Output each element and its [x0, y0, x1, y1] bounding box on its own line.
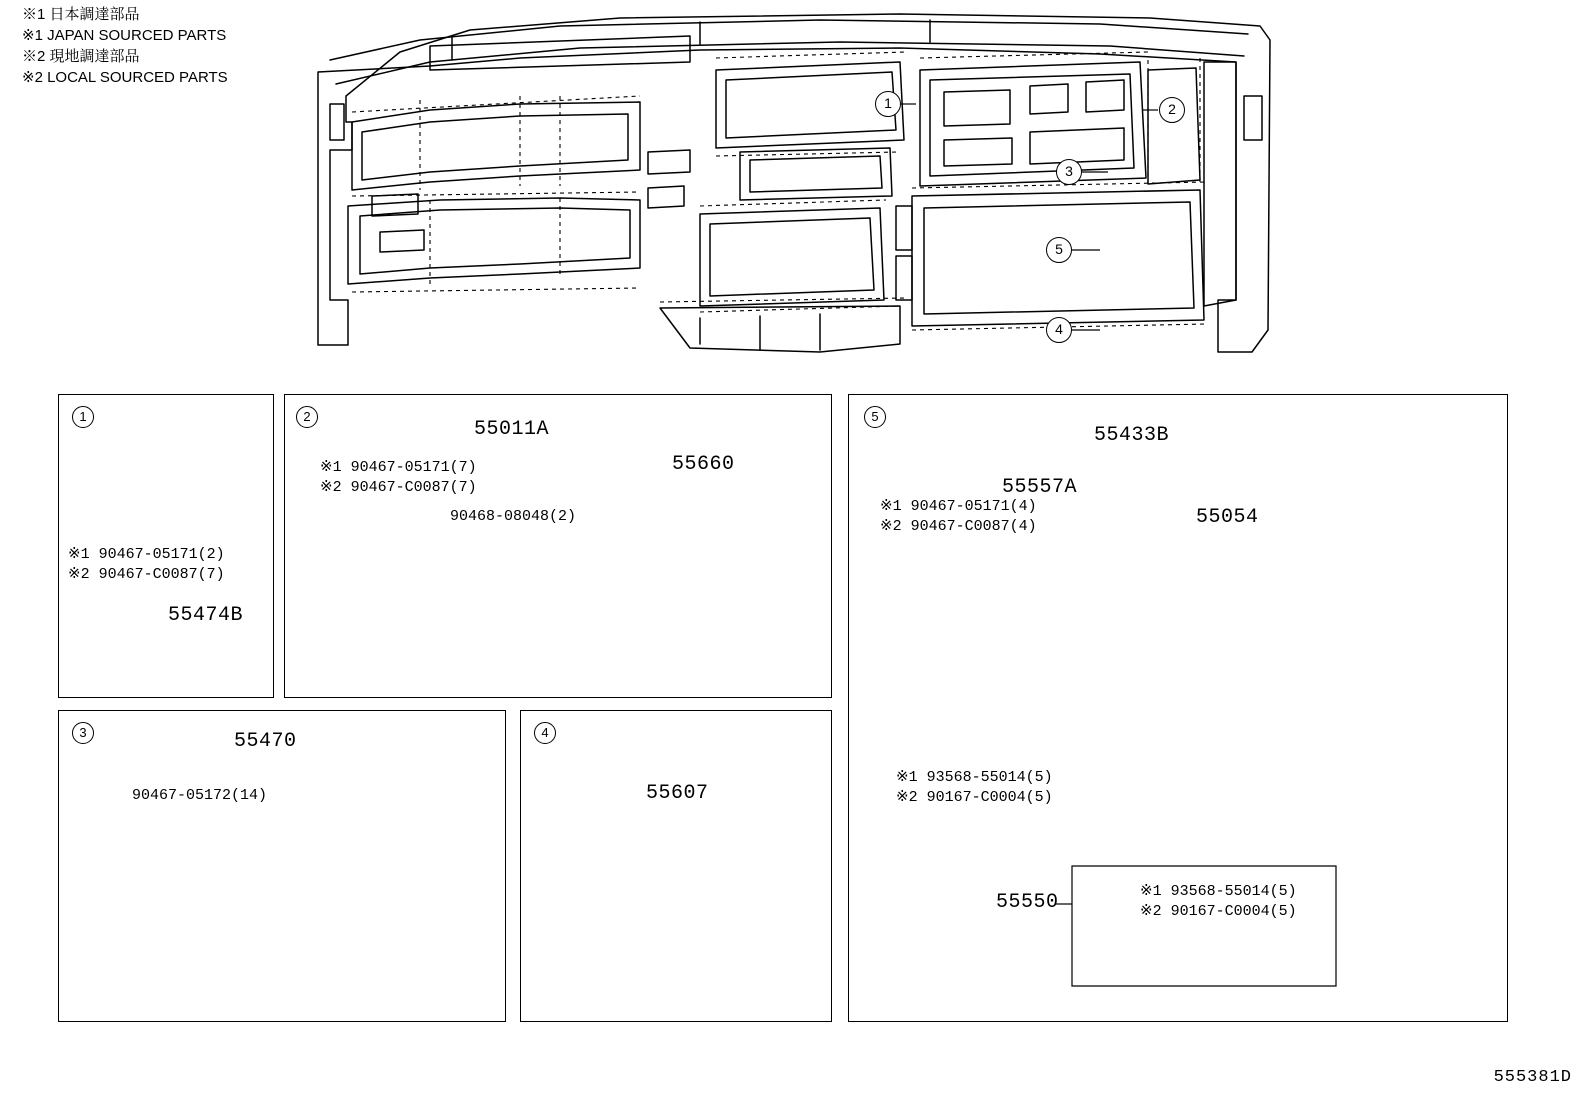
panel-1-spec [68, 545, 225, 585]
panel-2-part-55660: 55660 [672, 453, 735, 476]
panel-5-part-55550: 55550 [996, 891, 1059, 914]
panel-1-spec-line-2: ※2 90467-C0087(7) [68, 566, 225, 583]
panel-5-part-55054: 55054 [1196, 506, 1259, 529]
panel-5-spec-mid [896, 768, 1053, 808]
panel-2-spec-line-1: ※1 90467-05171(7) [320, 459, 477, 476]
panel-5-spec-line-3: ※1 93568-55014(5) [896, 769, 1053, 786]
panel-4-part-55607: 55607 [646, 782, 709, 805]
note-line-1: ※1 日本調達部品 [22, 6, 140, 23]
main-callout-3[interactable]: 3 [1056, 159, 1082, 185]
panel-5-part-55557A: 55557A [1002, 476, 1078, 499]
panel-5-spec-upper [880, 497, 1037, 537]
panel-2-spec-line-2: ※2 90467-C0087(7) [320, 479, 477, 496]
panel-5-spec-line-6: ※2 90167-C0004(5) [1140, 903, 1297, 920]
panel-5-spec-line-2: ※2 90467-C0087(4) [880, 518, 1037, 535]
panel-4-callout[interactable]: 4 [534, 722, 556, 744]
panel-3-part-55470: 55470 [234, 730, 297, 753]
panel-3-box [58, 710, 506, 1022]
figure-code: 555381D [1493, 1068, 1572, 1087]
panel-3-callout[interactable]: 3 [72, 722, 94, 744]
panel-5-box [848, 394, 1508, 1022]
panel-5-spec-line-1: ※1 90467-05171(4) [880, 498, 1037, 515]
panel-3-spec-line-1: 90467-05172(14) [132, 787, 268, 804]
panel-2-callout[interactable]: 2 [296, 406, 318, 428]
panel-5-spec-line-4: ※2 90167-C0004(5) [896, 789, 1053, 806]
main-callout-5[interactable]: 5 [1046, 237, 1072, 263]
panel-1-part-55474B: 55474B [168, 604, 244, 627]
panel-5-spec-lower [1140, 882, 1297, 922]
panel-5-part-55433B: 55433B [1094, 424, 1170, 447]
panel-5-callout[interactable]: 5 [864, 406, 886, 428]
panel-4-box [520, 710, 832, 1022]
panel-2-spec [320, 458, 477, 498]
panel-5-spec-line-5: ※1 93568-55014(5) [1140, 883, 1297, 900]
panel-2-box [284, 394, 832, 698]
note-line-4: ※2 LOCAL SOURCED PARTS [22, 69, 228, 86]
main-callout-1[interactable]: 1 [875, 91, 901, 117]
main-callout-2[interactable]: 2 [1159, 97, 1185, 123]
panel-2-spec-line-3: 90468-08048(2) [450, 508, 577, 525]
panel-1-callout[interactable]: 1 [72, 406, 94, 428]
note-line-3: ※2 現地調達部品 [22, 48, 140, 65]
panel-1-spec-line-1: ※1 90467-05171(2) [68, 546, 225, 563]
panel-2-part-55011A: 55011A [474, 418, 550, 441]
main-callout-4[interactable]: 4 [1046, 317, 1072, 343]
note-line-2: ※1 JAPAN SOURCED PARTS [22, 27, 227, 44]
sourcing-notes [22, 4, 228, 88]
